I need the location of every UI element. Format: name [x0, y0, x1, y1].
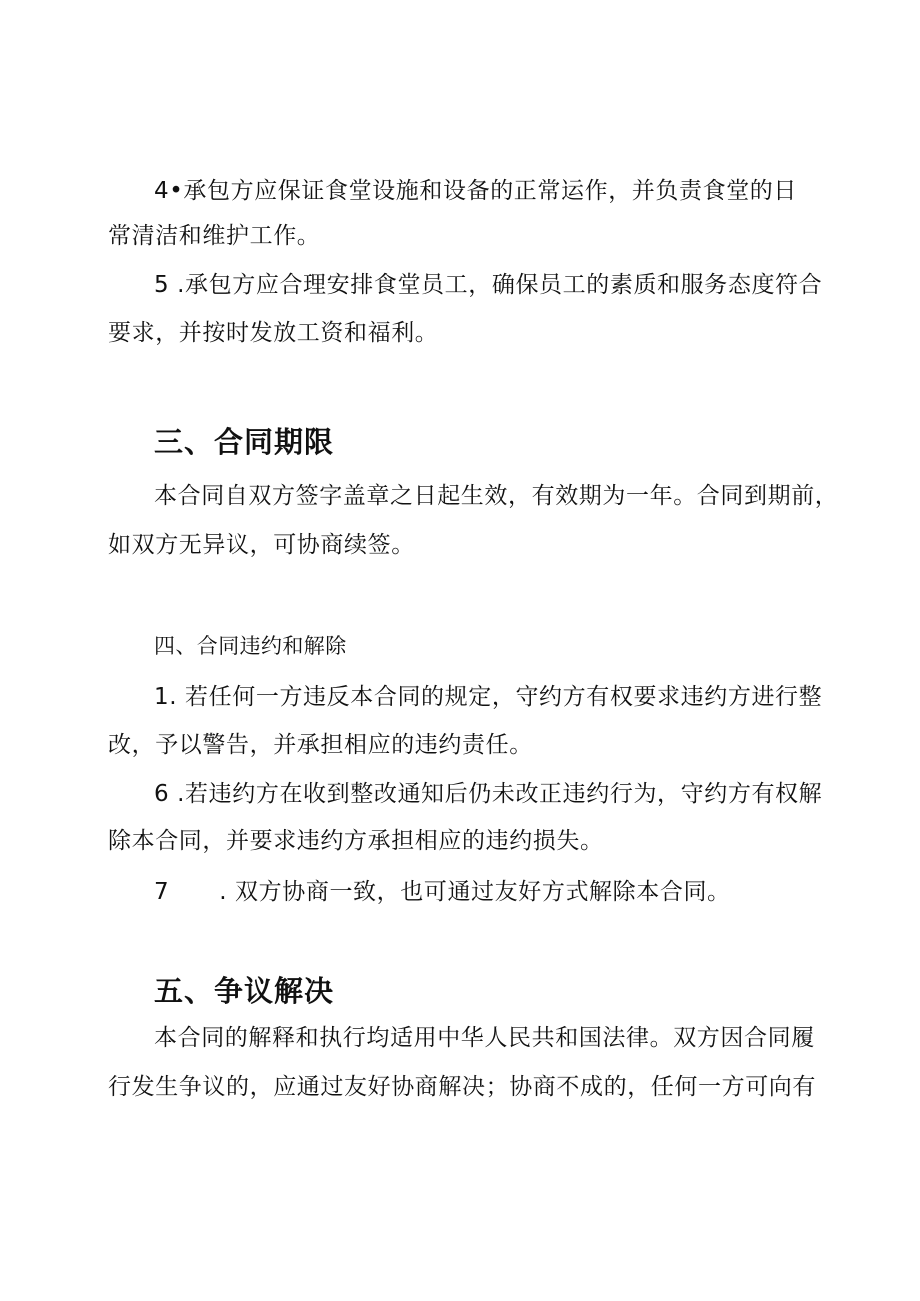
section-5-para-line-2: 行发生争议的，应通过友好协商解决；协商不成的，任何一方可向有 [108, 1074, 816, 1100]
item-1-line-1: 1. 若任何一方违反本合同的规定，守约方有权要求违约方进行整 [154, 684, 823, 710]
item-1-line-2: 改，予以警告，并承担相应的违约责任。 [108, 732, 533, 758]
section-4-heading: 四、合同违约和解除 [154, 634, 347, 658]
item-7-number: 7 [154, 879, 170, 905]
item-7-line [154, 877, 731, 907]
section-5-heading: 五、争议解决 [154, 974, 335, 1008]
section-3-heading: 三、合同期限 [154, 425, 335, 459]
item-4-line-1: 4•承包方应保证食堂设施和设备的正常运作，并负责食堂的日 [154, 178, 797, 204]
section-5-para-line-1: 本合同的解释和执行均适用中华人民共和国法律。双方因合同履 [154, 1025, 815, 1051]
item-6-line-2: 除本合同，并要求违约方承担相应的违约损失。 [108, 828, 604, 854]
item-7-text: . 双方协商一致，也可通过友好方式解除本合同。 [219, 879, 731, 905]
item-4-line-2: 常清洁和维护工作。 [108, 223, 321, 249]
item-6-line-1: 6 .若违约方在收到整改通知后仍未改正违约行为，守约方有权解 [154, 781, 823, 807]
section-3-para-line-1: 本合同自双方签字盖章之日起生效，有效期为一年。合同到期前， [154, 483, 839, 509]
section-3-para-line-2: 如双方无异议，可协商续签。 [108, 532, 415, 558]
item-5-line-2: 要求，并按时发放工资和福利。 [108, 320, 439, 346]
item-5-line-1: 5 .承包方应合理安排食堂员工，确保员工的素质和服务态度符合 [154, 272, 823, 298]
